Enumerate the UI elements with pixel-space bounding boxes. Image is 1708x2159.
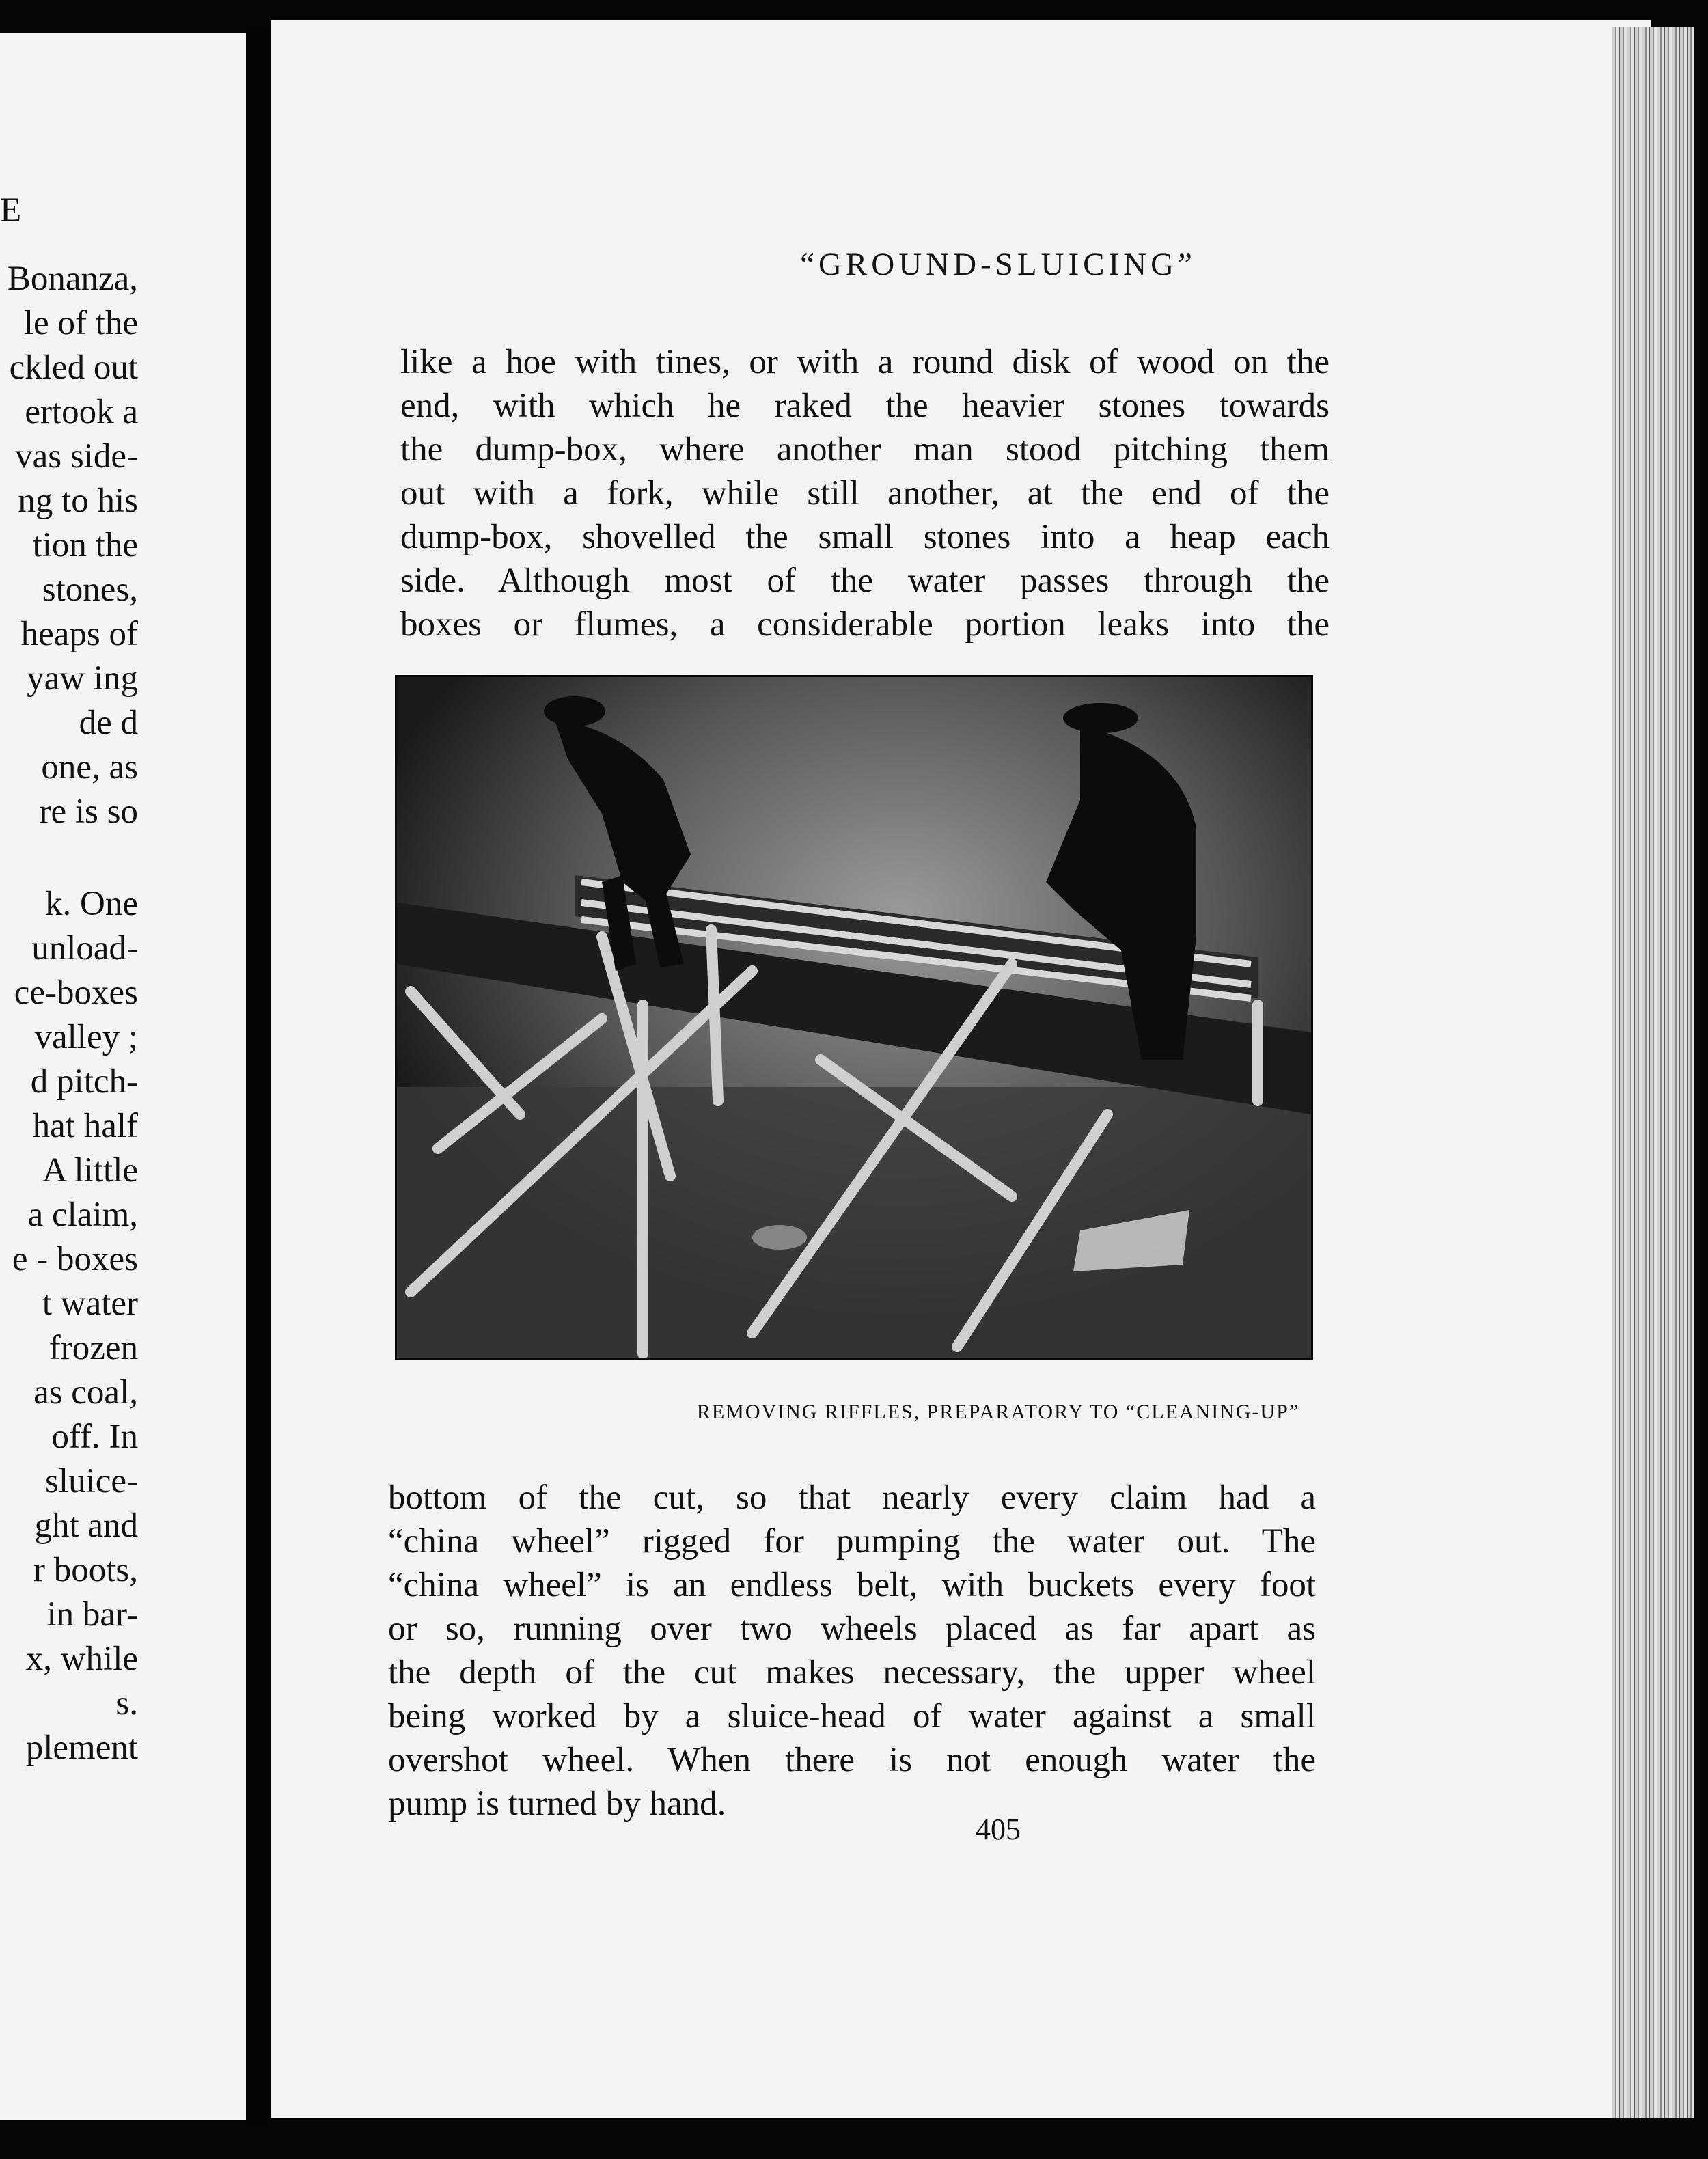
book-gutter — [246, 27, 271, 2125]
left-page-line: heaps of — [20, 615, 138, 653]
page-edges — [1612, 27, 1694, 2118]
left-page-line: e - boxes — [12, 1240, 138, 1278]
text-line: being worked by a sluice-head of water against a small — [388, 1697, 1316, 1735]
left-page-line: sluice- — [45, 1462, 138, 1500]
left-page-line: plement — [25, 1729, 138, 1767]
left-page-line: hat half — [32, 1107, 138, 1145]
text-line: the depth of the cut makes necessary, the upper wheel — [388, 1653, 1316, 1692]
left-page-line: ckled out — [9, 348, 138, 387]
left-page-line: ght and — [34, 1507, 138, 1545]
text-line: end, with which he raked the heavier stones towards — [400, 387, 1330, 425]
text-line: pump is turned by hand. — [388, 1785, 726, 1823]
text-line: “china wheel” rigged for pumping the water out. The — [388, 1522, 1316, 1560]
left-page-line: ce-boxes — [14, 974, 138, 1012]
left-page-line: ng to his — [18, 482, 138, 520]
left-page-line: E — [0, 191, 22, 230]
text-line: boxes or flumes, a considerable portion leaks into the — [400, 605, 1330, 644]
text-line: overshot wheel. When there is not enough water the — [388, 1741, 1316, 1779]
right-page — [271, 20, 1651, 2118]
left-page-line: in bar- — [46, 1595, 138, 1634]
left-page-line: one, as — [41, 748, 138, 786]
text-line: side. Although most of the water passes through the — [400, 562, 1330, 600]
left-page-line: a claim, — [27, 1196, 138, 1234]
text-line: “china wheel” is an endless belt, with buckets every foot — [388, 1566, 1316, 1604]
left-page-line: unload- — [31, 929, 138, 967]
sluice-photo — [395, 675, 1313, 1360]
text-line: the dump-box, where another man stood pitching them — [400, 430, 1330, 469]
paragraph-top — [400, 340, 1330, 646]
left-page-line: frozen — [49, 1329, 138, 1367]
left-page-line: off. In — [51, 1418, 138, 1456]
sluice-photo-icon — [397, 677, 1311, 1358]
running-head: “GROUND-SLUICING” — [800, 247, 1196, 282]
left-page-line: x, while — [25, 1640, 138, 1678]
text-line: or so, running over two wheels placed as far apart as — [388, 1610, 1316, 1648]
left-page-line: t water — [42, 1284, 138, 1323]
left-page-line: r boots, — [33, 1551, 138, 1589]
left-page — [0, 33, 246, 2120]
left-page-line: de d — [79, 704, 138, 742]
text-line: dump-box, shovelled the small stones into a heap each — [400, 518, 1330, 556]
left-page-line: stones, — [42, 570, 138, 609]
left-page-line: k. One — [45, 885, 138, 923]
page-number: 405 — [976, 1813, 1021, 1846]
left-page-line: d pitch- — [30, 1062, 138, 1101]
left-page-line: vas side- — [15, 437, 138, 476]
left-page-line: Bonanza, — [7, 260, 138, 298]
left-page-line: s. — [115, 1684, 138, 1722]
left-page-line: le of the — [23, 304, 138, 342]
left-page-line: yaw ing — [27, 659, 138, 698]
left-page-line: tion the — [32, 526, 138, 564]
photo-caption: REMOVING RIFFLES, PREPARATORY TO “CLEANING-UP” — [696, 1401, 1300, 1423]
paragraph-bottom — [388, 1476, 1316, 1826]
left-page-line: re is so — [39, 793, 138, 831]
text-line: bottom of the cut, so that nearly every claim had a — [388, 1479, 1316, 1517]
left-page-line: as coal, — [33, 1373, 138, 1412]
text-line: like a hoe with tines, or with a round disk of wood on the — [400, 343, 1330, 381]
left-page-line: valley ; — [34, 1018, 138, 1056]
left-page-line: ertook a — [25, 393, 138, 431]
text-line: out with a fork, while still another, at the end of the — [400, 474, 1330, 512]
left-page-line: A little — [42, 1151, 138, 1189]
